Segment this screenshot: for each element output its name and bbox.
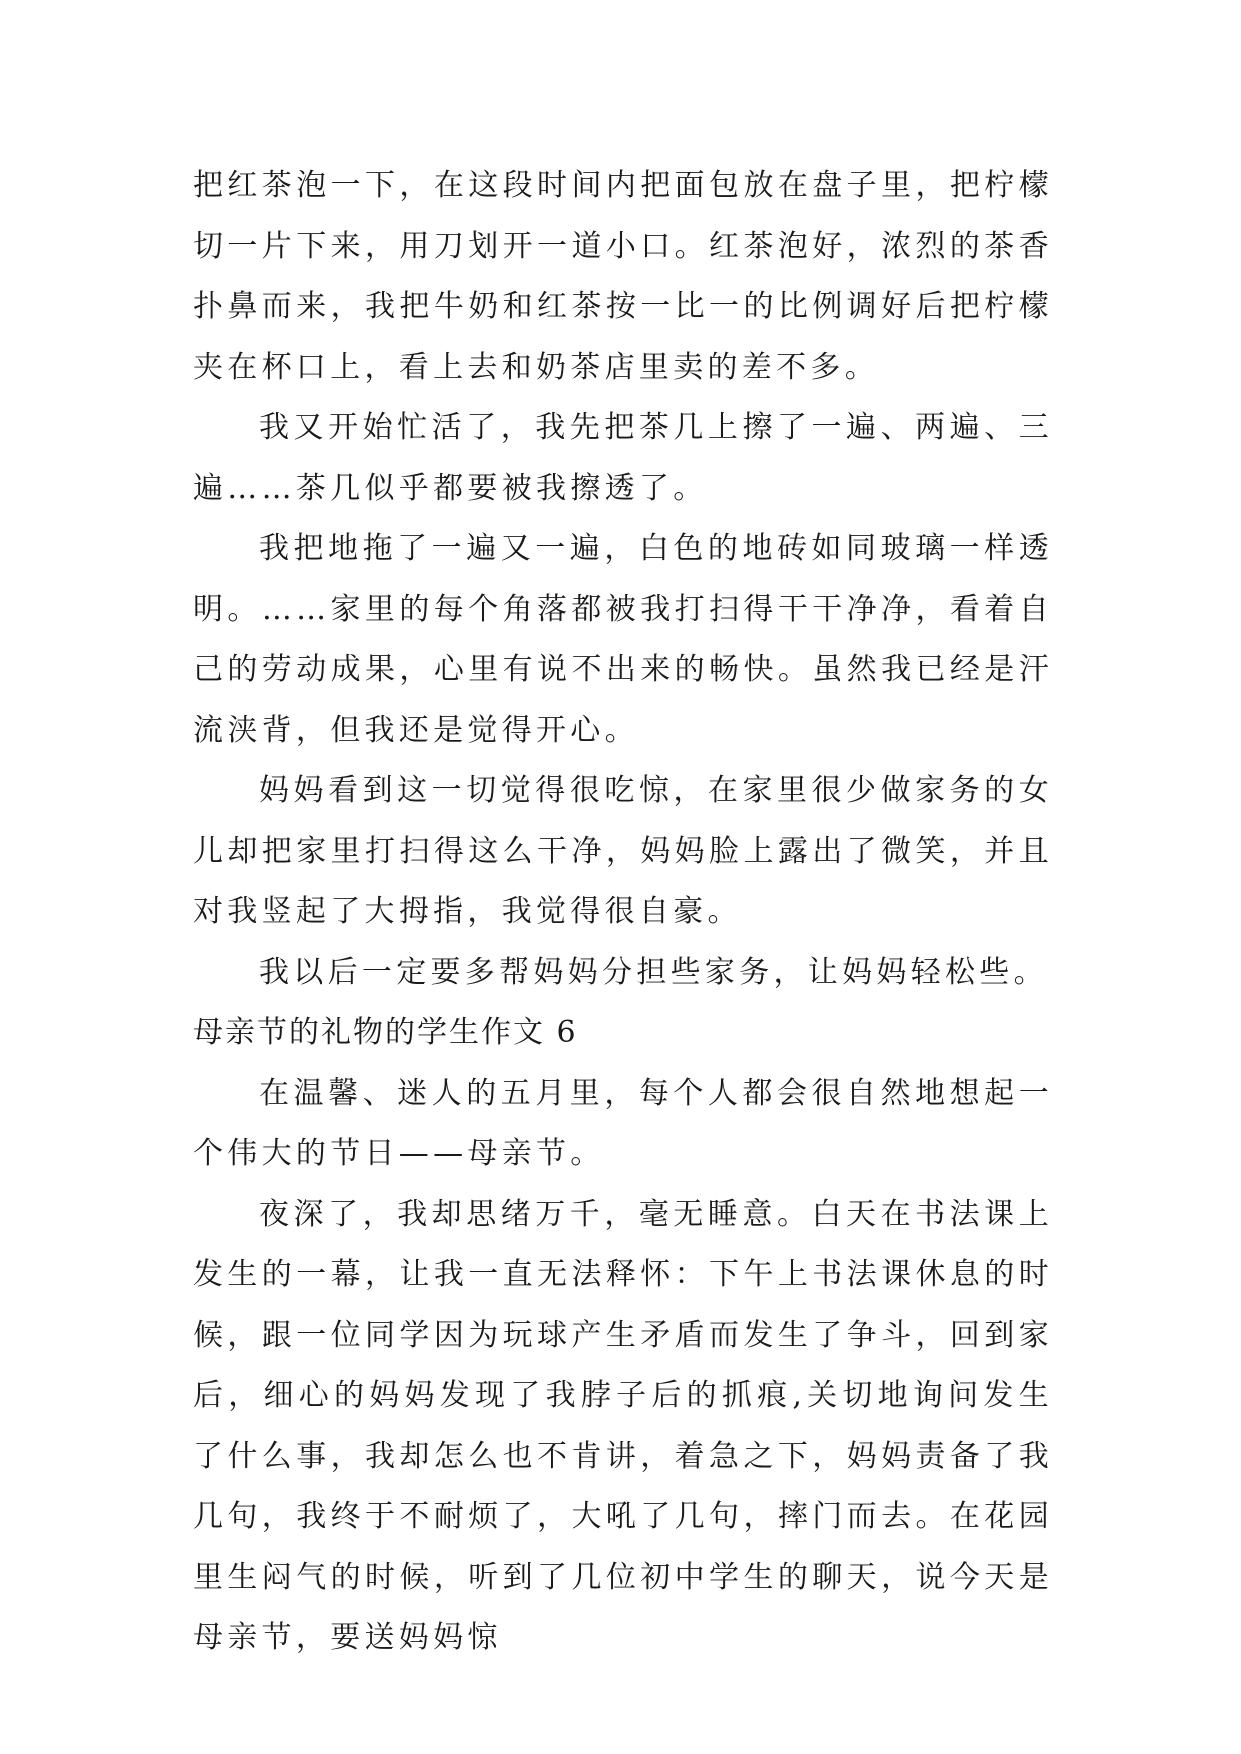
paragraph-mopping: 我把地拖了一遍又一遍，白色的地砖如同玻璃一样透明。……家里的每个角落都被我打扫得干干净净，看着自己的劳动成果，心里有说不出来的畅快。虽然我已经是汗流浃背，但我还是觉得开心。	[193, 531, 1053, 748]
document-body	[193, 156, 1053, 1669]
paragraph-may: 在温馨、迷人的五月里，每个人都会很自然地想起一个伟大的节日——母亲节。	[193, 1075, 1053, 1171]
paragraph-promise: 我以后一定要多帮妈妈分担些家务，让妈妈轻松些。	[259, 954, 1048, 990]
paragraph-night: 夜深了，我却思绪万千，毫无睡意。白天在书法课上发生的一幕，让我一直无法释怀：下午上书法课休息的时候，跟一位同学因为玩球产生矛盾而发生了争斗，回到家后，细心的妈妈发现了我脖子后的抓痕,关切地询问发生了什么事，我却怎么也不肯讲，着急之下，妈妈责备了我几句，我终于不耐烦了，大吼了几句，摔门而去。在花园里生闷气的时候，听到了几位初中学生的聊天，说今天是母亲节，要送妈妈惊	[193, 1196, 1053, 1655]
paragraph-tea: 把红茶泡一下，在这段时间内把面包放在盘子里，把柠檬切一片下来，用刀划开一道小口。红茶泡好，浓烈的茶香扑鼻而来，我把牛奶和红茶按一比一的比例调好后把柠檬夹在杯口上，看上去和奶茶店里卖的差不多。	[193, 168, 1053, 385]
paragraph-tea-table: 我又开始忙活了，我先把茶几上擦了一遍、两遍、三遍……茶几似乎都要被我擦透了。	[193, 410, 1053, 506]
essay-heading: 母亲节的礼物的学生作文 6	[193, 1015, 578, 1050]
paragraph-mom-surprised: 妈妈看到这一切觉得很吃惊，在家里很少做家务的女儿却把家里打扫得这么干净，妈妈脸上露出了微笑，并且对我竖起了大拇指，我觉得很自豪。	[193, 773, 1053, 929]
